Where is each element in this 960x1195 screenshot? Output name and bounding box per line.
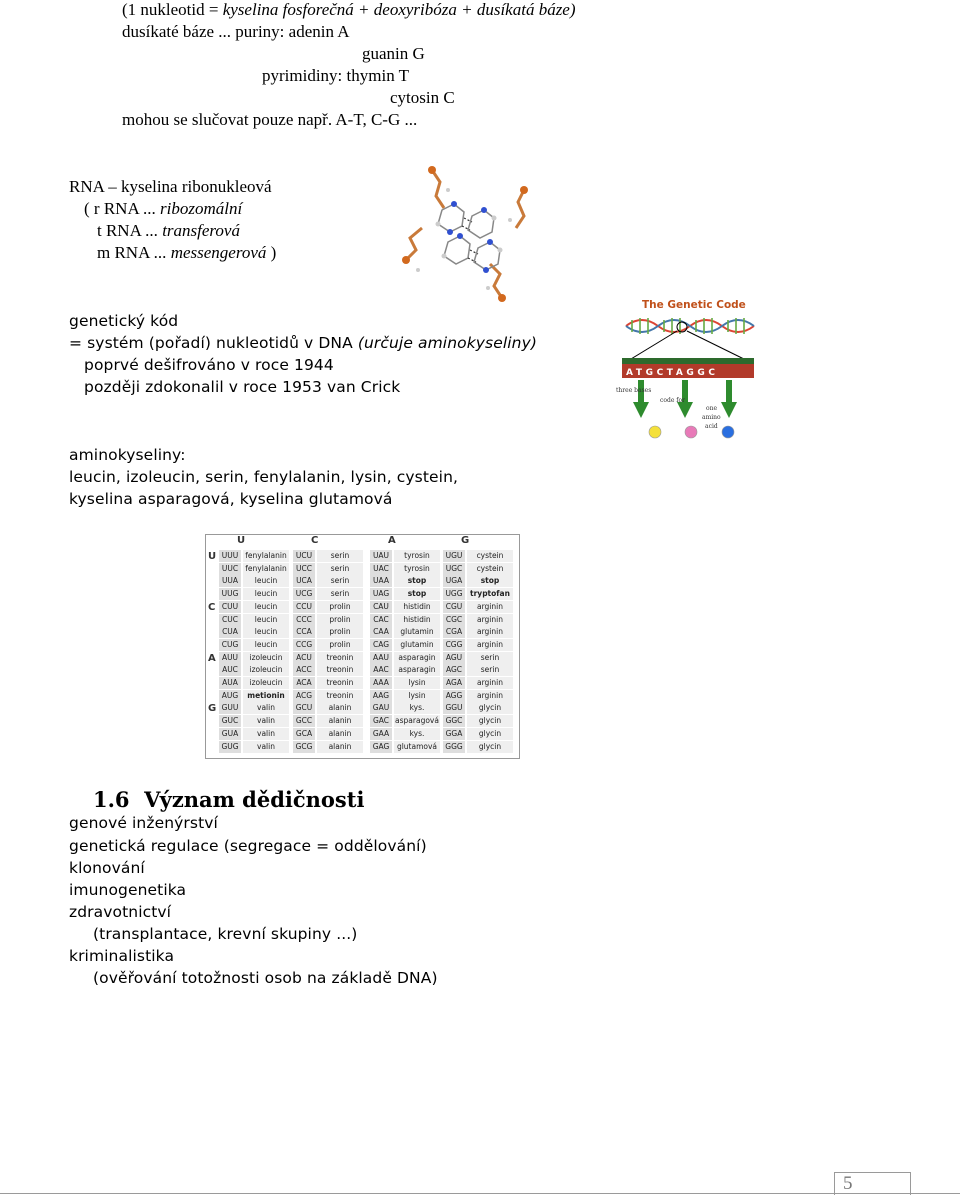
codon-cell: CGA bbox=[443, 626, 465, 638]
codon-cell: CGU bbox=[443, 601, 465, 613]
codon-cell: AGC bbox=[443, 664, 465, 676]
amino-acid-cell: fenylalanin bbox=[243, 550, 289, 562]
amino-acid-cell: glycin bbox=[467, 702, 513, 714]
amino-acid-cell: arginin bbox=[467, 626, 513, 638]
rna-ribosomal-prefix: ( r RNA ... bbox=[84, 199, 161, 218]
codon-cell: CAU bbox=[370, 601, 392, 613]
amino-acid-cell: kys. bbox=[394, 728, 440, 740]
heredity-item-note: (ověřování totožnosti osob na základě DNA) bbox=[93, 969, 438, 987]
codon-cell: AGA bbox=[443, 677, 465, 689]
amino-acid-cell: valin bbox=[243, 715, 289, 727]
codon-cell: AUU bbox=[219, 652, 241, 664]
codon-cell: ACC bbox=[293, 664, 315, 676]
heredity-item: genové inženýrství bbox=[69, 814, 218, 832]
nucleotide-definition bbox=[122, 0, 576, 20]
amino-acid-cell: treonin bbox=[317, 664, 363, 676]
genetic-code-definition-note: (určuje aminokyseliny) bbox=[357, 334, 538, 352]
codon-cell: GUC bbox=[219, 715, 241, 727]
codon-cell: UUA bbox=[219, 575, 241, 587]
codon-cell: GGC bbox=[443, 715, 465, 727]
amino-acid-cell: tyrosin bbox=[394, 550, 440, 562]
genetic-code-first-decoded: poprvé dešifrováno v roce 1944 bbox=[84, 356, 334, 374]
genetic-code-improved: později zdokonalil v roce 1953 van Crick bbox=[84, 378, 401, 396]
codon-cell: CAG bbox=[370, 639, 392, 651]
genetic-code-figure bbox=[612, 296, 764, 444]
amino-acid-cell: serin bbox=[317, 575, 363, 587]
amino-acid-cell: alanin bbox=[317, 715, 363, 727]
codon-cell: GAG bbox=[370, 741, 392, 753]
amino-acid-cell: stop bbox=[394, 575, 440, 587]
codon-cell: GUG bbox=[219, 741, 241, 753]
rna-ribosomal bbox=[84, 199, 242, 219]
amino-acid-cell: asparagin bbox=[394, 652, 440, 664]
amino-acid-cell: cystein bbox=[467, 563, 513, 575]
codon-cell: AAA bbox=[370, 677, 392, 689]
rna-messenger bbox=[97, 243, 276, 263]
label-code-for: code for bbox=[660, 397, 685, 404]
codon-cell: UGA bbox=[443, 575, 465, 587]
amino-acid-cell: prolin bbox=[317, 601, 363, 613]
codon-cell: UAC bbox=[370, 563, 392, 575]
amino-acid-cell: arginin bbox=[467, 639, 513, 651]
codon-cell: AAC bbox=[370, 664, 392, 676]
amino-acid-cell: alanin bbox=[317, 702, 363, 714]
codon-cell: GUA bbox=[219, 728, 241, 740]
codon-cell: AAG bbox=[370, 690, 392, 702]
codon-cell: UCC bbox=[293, 563, 315, 575]
codon-table-row-header: G bbox=[208, 703, 217, 715]
codon-cell: CGC bbox=[443, 614, 465, 626]
nucleotide-definition-prefix: (1 nukleotid = bbox=[122, 0, 223, 19]
base-pair-molecule-image bbox=[392, 160, 542, 305]
codon-cell: UUU bbox=[219, 550, 241, 562]
amino-acid-cell: leucin bbox=[243, 626, 289, 638]
amino-acid-cell: alanin bbox=[317, 728, 363, 740]
amino-acid-cell: leucin bbox=[243, 614, 289, 626]
codon-cell: GAC bbox=[370, 715, 392, 727]
codon-cell: AGU bbox=[443, 652, 465, 664]
codon-cell: UCA bbox=[293, 575, 315, 587]
codon-cell: UAA bbox=[370, 575, 392, 587]
amino-acid-cell: treonin bbox=[317, 652, 363, 664]
codon-cell: CUA bbox=[219, 626, 241, 638]
amino-acid-cell: kys. bbox=[394, 702, 440, 714]
cytosin-line: cytosin C bbox=[390, 88, 455, 107]
amino-acid-cell: glycin bbox=[467, 715, 513, 727]
rna-transfer-prefix: t RNA ... bbox=[97, 221, 163, 240]
genetic-code-definition-text: = systém (pořadí) nukleotidů v DNA bbox=[69, 334, 358, 352]
amino-acid-cell: prolin bbox=[317, 614, 363, 626]
codon-cell: GUU bbox=[219, 702, 241, 714]
amino-acid-cell: serin bbox=[467, 652, 513, 664]
amino-acid-cell: tyrosin bbox=[394, 563, 440, 575]
nucleotide-components: kyselina fosforečná + deoxyribóza + dusíkatá báze) bbox=[222, 0, 576, 19]
amino-acid-cell: lysin bbox=[394, 677, 440, 689]
amino-acid-cell: izoleucin bbox=[243, 664, 289, 676]
amino-acid-cell: tryptofan bbox=[467, 588, 513, 600]
codon-table-row-header: U bbox=[208, 551, 217, 562]
guanin-line: guanin G bbox=[362, 44, 425, 63]
codon-cell: GCC bbox=[293, 715, 315, 727]
amino-acid-cell: glycin bbox=[467, 741, 513, 753]
codon-cell: ACU bbox=[293, 652, 315, 664]
amino-acid-cell: leucin bbox=[243, 639, 289, 651]
label-amino: amino bbox=[702, 414, 721, 421]
codon-cell: GGG bbox=[443, 741, 465, 753]
codon-cell: CCC bbox=[293, 614, 315, 626]
label-one: one bbox=[706, 405, 718, 412]
amino-acid-cell: arginin bbox=[467, 601, 513, 613]
pairing-line: mohou se slučovat pouze např. A-T, C-G ... bbox=[122, 110, 418, 129]
amino-acid-cell: leucin bbox=[243, 588, 289, 600]
codon-cell: AGG bbox=[443, 690, 465, 702]
amino-acid-cell: histidin bbox=[394, 614, 440, 626]
amino-acid-cell: serin bbox=[467, 664, 513, 676]
codon-cell: AAU bbox=[370, 652, 392, 664]
rna-messenger-suffix: ) bbox=[266, 243, 277, 262]
amino-acid-cell: leucin bbox=[243, 575, 289, 587]
amino-acid-cell: prolin bbox=[317, 626, 363, 638]
codon-cell: AUC bbox=[219, 664, 241, 676]
pyrimidines-line: pyrimidiny: thymin T bbox=[262, 66, 410, 85]
amino-acid-cell: serin bbox=[317, 563, 363, 575]
genetic-code-title: genetický kód bbox=[69, 312, 179, 330]
amino-acid-cell: izoleucin bbox=[243, 652, 289, 664]
codon-table-column-header: U bbox=[237, 535, 246, 546]
codon-cell: UAG bbox=[370, 588, 392, 600]
label-acid: acid bbox=[705, 423, 718, 430]
genetic-code-figure-title: The Genetic Code bbox=[642, 299, 746, 311]
codon-cell: CAA bbox=[370, 626, 392, 638]
section-number: 1.6 bbox=[93, 787, 130, 812]
codon-table-column-header: C bbox=[311, 535, 319, 546]
codon-cell: GCU bbox=[293, 702, 315, 714]
codon-cell: UGG bbox=[443, 588, 465, 600]
amino-acid-cell: serin bbox=[317, 588, 363, 600]
bases-purines-line: dusíkaté báze ... puriny: adenin A bbox=[122, 22, 350, 41]
codon-cell: AUA bbox=[219, 677, 241, 689]
rna-messenger-prefix: m RNA ... bbox=[97, 243, 171, 262]
amino-acid-cell: stop bbox=[467, 575, 513, 587]
amino-acid-cell: arginin bbox=[467, 677, 513, 689]
codon-cell: UUC bbox=[219, 563, 241, 575]
amino-acid-cell: treonin bbox=[317, 690, 363, 702]
amino-acid-cell: arginin bbox=[467, 614, 513, 626]
codon-cell: ACG bbox=[293, 690, 315, 702]
heredity-item-note: (transplantace, krevní skupiny ...) bbox=[93, 925, 358, 943]
amino-acid-cell: stop bbox=[394, 588, 440, 600]
codon-cell: UUG bbox=[219, 588, 241, 600]
dna-bases-sequence: ATGCTAGGC bbox=[626, 368, 719, 378]
codon-cell: ACA bbox=[293, 677, 315, 689]
amino-acid-cell: leucin bbox=[243, 601, 289, 613]
amino-acid-cell: valin bbox=[243, 702, 289, 714]
codon-cell: AUG bbox=[219, 690, 241, 702]
codon-cell: CUG bbox=[219, 639, 241, 651]
heredity-item: genetická regulace (segregace = oddělování) bbox=[69, 837, 427, 855]
amino-acid-cell: arginin bbox=[467, 690, 513, 702]
codon-cell: GCG bbox=[293, 741, 315, 753]
amino-acid-cell: alanin bbox=[317, 741, 363, 753]
amino-acid-cell: lysin bbox=[394, 690, 440, 702]
label-three-bases: three bases bbox=[616, 387, 652, 394]
amino-acid-cell: glutamin bbox=[394, 626, 440, 638]
codon-cell: UGU bbox=[443, 550, 465, 562]
codon-cell: GAU bbox=[370, 702, 392, 714]
codon-cell: UAU bbox=[370, 550, 392, 562]
codon-table-column-header: G bbox=[461, 535, 470, 546]
amino-acid-cell: treonin bbox=[317, 677, 363, 689]
amino-acid-cell: cystein bbox=[467, 550, 513, 562]
rna-title: RNA – kyselina ribonukleová bbox=[69, 177, 272, 196]
heredity-item: klonování bbox=[69, 859, 145, 877]
amino-acid-cell: valin bbox=[243, 728, 289, 740]
codon-cell: GAA bbox=[370, 728, 392, 740]
codon-table bbox=[205, 534, 520, 759]
heredity-item: zdravotnictví bbox=[69, 903, 172, 921]
rna-ribosomal-label: ribozomální bbox=[160, 199, 243, 218]
section-title: Význam dědičnosti bbox=[144, 787, 365, 812]
codon-cell: GGA bbox=[443, 728, 465, 740]
amino-acid-cell: prolin bbox=[317, 639, 363, 651]
amino-acid-cell: asparagová bbox=[395, 716, 439, 726]
heredity-item: imunogenetika bbox=[69, 881, 187, 899]
codon-table-row-header: C bbox=[208, 601, 216, 613]
page-number: 5 bbox=[843, 1173, 853, 1194]
page-footer-rule bbox=[0, 1193, 960, 1194]
amino-acid-cell: asparagin bbox=[394, 664, 440, 676]
codon-cell: CAC bbox=[370, 614, 392, 626]
amino-acid-cell: valin bbox=[243, 741, 289, 753]
rna-transfer-label: transferová bbox=[162, 221, 240, 240]
amino-acids-list-line-1: leucin, izoleucin, serin, fenylalanin, lysin, cystein, bbox=[69, 468, 459, 486]
codon-cell: CUU bbox=[219, 601, 241, 613]
amino-acid-cell: glycin bbox=[467, 728, 513, 740]
amino-acid-cell: izoleucin bbox=[243, 677, 289, 689]
codon-cell: UCU bbox=[293, 550, 315, 562]
amino-acid-cell: serin bbox=[317, 550, 363, 562]
codon-cell: CCG bbox=[293, 639, 315, 651]
rna-messenger-label: messengerová bbox=[170, 243, 267, 262]
codon-cell: UCG bbox=[293, 588, 315, 600]
codon-cell: UGC bbox=[443, 563, 465, 575]
amino-acid-cell: fenylalanin bbox=[243, 563, 289, 575]
codon-cell: CCU bbox=[293, 601, 315, 613]
codon-cell: GGU bbox=[443, 702, 465, 714]
rna-transfer bbox=[97, 221, 240, 241]
amino-acid-cell: histidin bbox=[394, 601, 440, 613]
amino-acid-cell: glutamin bbox=[394, 639, 440, 651]
amino-acids-title: aminokyseliny: bbox=[69, 446, 186, 464]
section-heading bbox=[93, 787, 364, 812]
amino-acid-cell: metionin bbox=[243, 690, 289, 702]
codon-cell: CUC bbox=[219, 614, 241, 626]
codon-cell: GCA bbox=[293, 728, 315, 740]
heredity-item: kriminalistika bbox=[69, 947, 175, 965]
codon-table-column-header: A bbox=[388, 535, 396, 546]
amino-acids-list-line-2: kyselina asparagová, kyselina glutamová bbox=[69, 490, 393, 508]
codon-cell: CCA bbox=[293, 626, 315, 638]
amino-acid-cell: glutamová bbox=[394, 741, 440, 753]
codon-cell: CGG bbox=[443, 639, 465, 651]
genetic-code-definition bbox=[69, 333, 537, 353]
codon-table-row-header: A bbox=[208, 652, 216, 664]
